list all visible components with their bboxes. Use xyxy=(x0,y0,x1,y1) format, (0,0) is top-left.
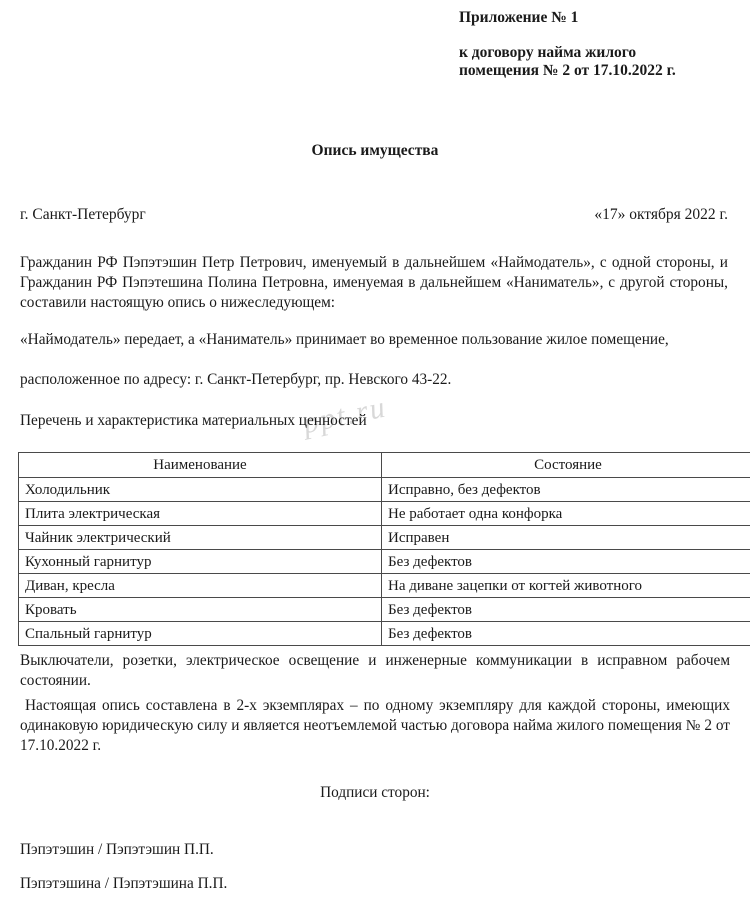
paragraph-address: расположенное по адресу: г. Санкт-Петербург, пр. Невского 43-22. xyxy=(20,371,452,388)
cell-item-name: Спальный гарнитур xyxy=(19,622,382,646)
document-title: Опись имущества xyxy=(311,142,439,159)
column-header-name: Наименование xyxy=(19,453,382,478)
cell-item-state: Без дефектов xyxy=(382,550,750,574)
signatures-title: Подписи сторон: xyxy=(320,784,430,801)
table-row xyxy=(19,574,750,598)
contract-reference-line-1: к договору найма жилого xyxy=(459,43,637,61)
table-header-row xyxy=(19,453,750,478)
place-label: г. Санкт-Петербург xyxy=(20,206,146,223)
cell-item-name: Плита электрическая xyxy=(19,502,382,526)
paragraph-parties: Гражданин РФ Пэпэтэшин Петр Петрович, именуемый в дальнейшем «Наймодатель», с одной стороны, и Гражданин РФ Пэпэтешина Полина Петровна, именуемая в дальнейшем «Наниматель», с другой стороны, составили настоящую опись о нижеследующем: xyxy=(20,254,728,311)
inventory-table xyxy=(18,452,750,646)
column-header-state: Состояние xyxy=(382,453,750,478)
document-header-block xyxy=(459,10,739,79)
cell-item-state: Исправен xyxy=(382,526,750,550)
paragraph-copies: Настоящая опись составлена в 2-х экземплярах – по одному экземпляру для каждой стороны, имеющих одинаковую юридическую силу и является неотъемлемой частью договора найма жилого помещения № 2 от 17.10.2022 г. xyxy=(20,697,730,754)
cell-item-state: Без дефектов xyxy=(382,622,750,646)
inventory-table-body xyxy=(19,478,750,646)
table-row xyxy=(19,478,750,502)
cell-item-name: Диван, кресла xyxy=(19,574,382,598)
cell-item-name: Чайник электрический xyxy=(19,526,382,550)
cell-item-state: Не работает одна конфорка xyxy=(382,502,750,526)
table-row xyxy=(19,598,750,622)
signature-line-tenant: Пэпэтэшина / Пэпэтэшина П.П. xyxy=(20,875,228,892)
contract-reference-line-2: помещения № 2 от 17.10.2022 г. xyxy=(459,62,676,79)
inventory-table-head xyxy=(19,453,750,478)
appendix-number: Приложение № 1 xyxy=(459,9,579,26)
date-label: «17» октября 2022 г. xyxy=(594,206,728,223)
cell-item-state: На диване зацепки от когтей животного xyxy=(382,574,750,598)
paragraph-transfer: «Наймодатель» передает, а «Наниматель» принимает во временное пользование жилое помещение, xyxy=(20,331,669,348)
paragraph-list-header: Перечень и характеристика материальных ценностей xyxy=(20,412,367,429)
cell-item-state: Без дефектов xyxy=(382,598,750,622)
cell-item-name: Кровать xyxy=(19,598,382,622)
paragraph-utilities: Выключатели, розетки, электрическое освещение и инженерные коммуникации в исправном рабочем состоянии. xyxy=(20,652,730,689)
cell-item-name: Кухонный гарнитур xyxy=(19,550,382,574)
signature-line-landlord: Пэпэтэшин / Пэпэтэшин П.П. xyxy=(20,841,214,858)
place-date-row xyxy=(20,206,728,224)
table-row xyxy=(19,622,750,646)
table-row xyxy=(19,526,750,550)
table-row xyxy=(19,550,750,574)
cell-item-name: Холодильник xyxy=(19,478,382,502)
table-row xyxy=(19,502,750,526)
watermark: ppt.ru xyxy=(300,390,390,441)
cell-item-state: Исправно, без дефектов xyxy=(382,478,750,502)
